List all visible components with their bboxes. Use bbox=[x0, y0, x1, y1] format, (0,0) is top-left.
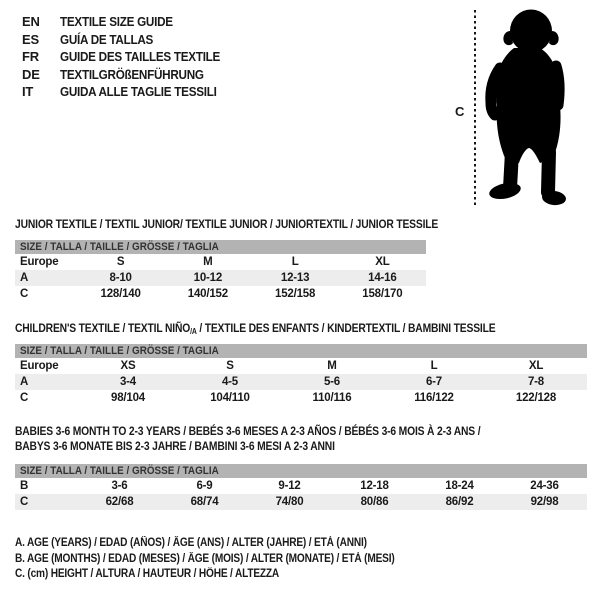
size-cell: M bbox=[203, 256, 213, 268]
size-cell: 110/116 bbox=[312, 392, 352, 404]
junior-row-europe bbox=[15, 254, 426, 270]
row-label: B bbox=[20, 480, 29, 492]
size-cell: 62/68 bbox=[105, 496, 134, 508]
lang-label: TEXTILGRÖßENFÜHRUNG bbox=[60, 66, 204, 82]
babies-row-months bbox=[15, 478, 587, 494]
row-label: C bbox=[20, 392, 29, 404]
size-cell: 3-6 bbox=[111, 480, 128, 492]
children-size-header bbox=[15, 344, 587, 358]
children-table bbox=[15, 344, 587, 406]
size-cell: 4-5 bbox=[221, 376, 239, 388]
children-title-main: CHILDREN'S TEXTILE / TEXTIL NIÑO bbox=[15, 321, 191, 335]
size-cell: 104/110 bbox=[210, 392, 250, 404]
babies-table bbox=[15, 464, 587, 510]
babies-title-line1: BABIES 3-6 MONTH TO 2-3 YEARS / BEBÉS 3-6 MESES A 2-3 AÑOS / BÉBÉS 3-6 MOIS À 2-3 ANS / bbox=[15, 424, 481, 438]
size-cell: 158/170 bbox=[362, 288, 403, 300]
size-cell: 3-4 bbox=[119, 376, 137, 388]
size-cell: 5-6 bbox=[323, 376, 341, 388]
babies-title-line2: BABYS 3-6 MONATE BIS 2-3 JAHRE / BAMBINI 3-6 MESI A 2-3 ANNI bbox=[15, 439, 335, 453]
junior-table bbox=[15, 240, 426, 302]
size-cell: 6-7 bbox=[425, 376, 443, 388]
babies-table-title bbox=[15, 424, 518, 454]
junior-row-height bbox=[15, 286, 426, 302]
size-cell: 24-36 bbox=[530, 480, 559, 492]
height-measure-label: C bbox=[455, 104, 465, 119]
footnote-a: A. AGE (YEARS) / EDAD (AÑOS) / ÂGE (ANS) / ALTER (JAHRE) / ETÀ (ANNI) bbox=[15, 537, 367, 549]
size-cell: XL bbox=[375, 256, 390, 268]
row-label: A bbox=[20, 272, 29, 284]
junior-row-age bbox=[15, 270, 426, 286]
footnotes bbox=[15, 536, 446, 583]
lang-code: FR bbox=[22, 49, 39, 65]
size-cell: S bbox=[226, 360, 234, 372]
size-cell: XL bbox=[528, 360, 544, 372]
size-cell: 12-13 bbox=[280, 272, 310, 284]
size-cell: 9-12 bbox=[278, 480, 301, 492]
size-cell: 152/158 bbox=[275, 288, 316, 300]
size-cell: 116/122 bbox=[414, 392, 454, 404]
row-label: C bbox=[20, 288, 29, 300]
row-label: A bbox=[20, 376, 29, 388]
babies-size-header bbox=[15, 464, 587, 478]
size-cell: XS bbox=[120, 360, 136, 372]
size-cell: M bbox=[327, 360, 337, 372]
lang-label: GUIDE DES TAILLES TEXTILE bbox=[60, 49, 221, 65]
row-label: Europe bbox=[20, 360, 59, 372]
children-title-rest: / TEXTILE DES ENFANTS / KINDERTEXTIL / BAMBINI TESSILE bbox=[196, 321, 496, 335]
babies-row-height bbox=[15, 494, 587, 510]
junior-size-header bbox=[15, 240, 426, 254]
lang-code: EN bbox=[22, 14, 40, 30]
lang-label: GUIDA ALLE TAGLIE TESSILI bbox=[60, 84, 217, 100]
row-label: Europe bbox=[20, 256, 59, 268]
row-label: C bbox=[20, 496, 29, 508]
lang-code: DE bbox=[22, 66, 40, 82]
size-cell: 80/86 bbox=[360, 496, 389, 508]
size-header-label: SIZE / TALLA / TAILLE / GRÖSSE / TAGLIA bbox=[20, 465, 219, 477]
size-cell: 10-12 bbox=[193, 272, 223, 284]
size-cell: 8-10 bbox=[109, 272, 132, 284]
size-cell: 74/80 bbox=[275, 496, 304, 508]
size-cell: 68/74 bbox=[190, 496, 219, 508]
lang-code: IT bbox=[22, 84, 34, 100]
children-title-sub: /A bbox=[190, 327, 197, 336]
size-cell: 128/140 bbox=[100, 288, 141, 300]
size-cell: 140/152 bbox=[187, 288, 228, 300]
children-table-title bbox=[15, 321, 518, 339]
lang-row-en bbox=[22, 13, 238, 31]
size-cell: 14-16 bbox=[368, 272, 397, 284]
size-cell: 86/92 bbox=[445, 496, 474, 508]
lang-row-it bbox=[22, 83, 238, 101]
size-cell: 6-9 bbox=[196, 480, 213, 492]
lang-row-fr bbox=[22, 48, 238, 66]
size-header-label: SIZE / TALLA / TAILLE / GRÖSSE / TAGLIA bbox=[20, 345, 219, 357]
height-dashed-line bbox=[474, 10, 476, 207]
children-row-age bbox=[15, 374, 587, 390]
size-cell: 12-18 bbox=[360, 480, 389, 492]
size-cell: L bbox=[291, 256, 299, 268]
children-row-europe bbox=[15, 358, 587, 374]
size-cell: 7-8 bbox=[527, 376, 545, 388]
children-row-height bbox=[15, 390, 587, 406]
lang-row-es bbox=[22, 31, 238, 49]
toddler-silhouette-icon bbox=[482, 8, 572, 208]
size-cell: 98/104 bbox=[111, 392, 145, 404]
size-cell: S bbox=[116, 256, 125, 268]
size-cell: 18-24 bbox=[445, 480, 474, 492]
lang-row-de bbox=[22, 66, 238, 84]
language-guide bbox=[22, 13, 238, 101]
footnote-c: C. (cm) HEIGHT / ALTURA / HAUTEUR / HÖHE / ALTEZZA bbox=[15, 568, 280, 580]
lang-label: GUÍA DE TALLAS bbox=[60, 31, 154, 47]
size-cell: 122/128 bbox=[515, 392, 557, 404]
lang-label: TEXTILE SIZE GUIDE bbox=[60, 14, 173, 30]
junior-table-title: JUNIOR TEXTILE / TEXTIL JUNIOR/ TEXTILE JUNIOR / JUNIORTEXTIL / JUNIOR TESSILE bbox=[15, 217, 439, 231]
size-header-label: SIZE / TALLA / TAILLE / GRÖSSE / TAGLIA bbox=[20, 241, 219, 253]
size-cell: L bbox=[430, 360, 438, 372]
lang-code: ES bbox=[22, 31, 39, 47]
size-cell: 92/98 bbox=[530, 496, 559, 508]
footnote-b: B. AGE (MONTHS) / EDAD (MESES) / ÂGE (MOIS) / ALTER (MONATE) / ETÀ (MESI) bbox=[15, 552, 395, 565]
